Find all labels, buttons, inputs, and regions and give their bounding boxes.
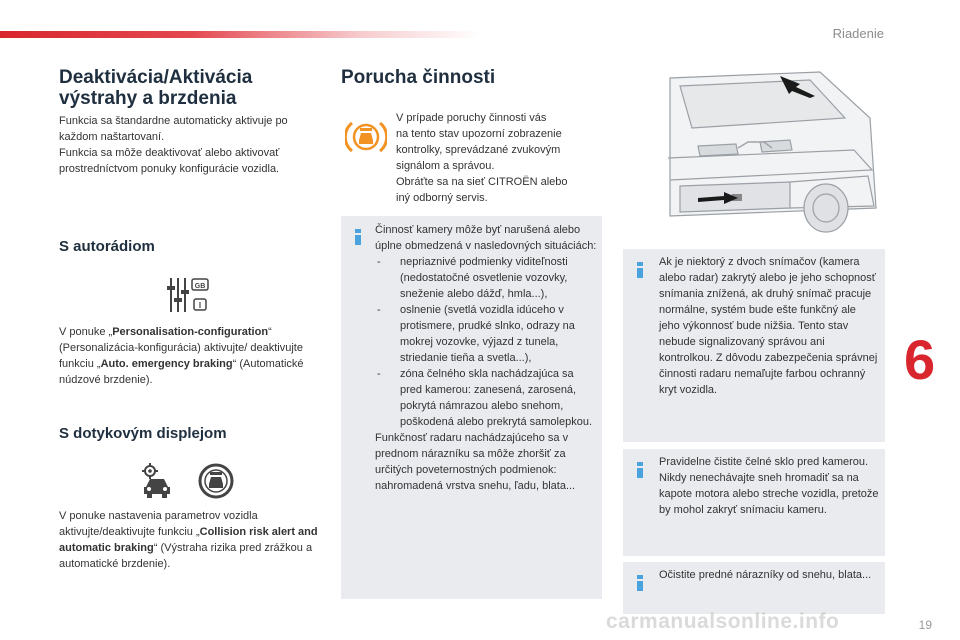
windscreen-cleaning-text: Pravidelne čistite čelné sklo pred kamerou. Nikdy nenechávajte sneh hromadiť sa na kapote motora alebo streche vozidla, pretože by mohol zakryť snímaciu kameru. [659, 456, 879, 516]
bumper-cleaning-text: Očistite predné nárazníky od snehu, blata... [659, 569, 872, 581]
chapter-number: 6 [904, 328, 936, 391]
lang-label-gb: GB [194, 283, 206, 290]
radio-instructions: V ponuke „Personalisation-configuration“ (Personalizácia-konfigurácia) aktivujte/ deaktivujte funkciu „Auto. emergency braking“ (Automatické núdzové brzdenie). [59, 326, 304, 386]
section-title-fault: Porucha činnosti [341, 67, 496, 88]
info-icon [636, 262, 644, 278]
camera-limitations-list [375, 254, 597, 430]
touchscreen-subtitle: S dotykovým displejom [59, 425, 227, 442]
windscreen-cleaning-box [623, 449, 885, 556]
camera-intro: Činnosť kamery môže byť narušená alebo úplne obmedzená v nasledovných situáciách: [375, 224, 597, 252]
section-label: Riadenie [832, 26, 884, 41]
camera-limitations-box [341, 216, 602, 599]
list-item: - oslnenie (svetlá vozidla idúceho v protismere, prudké slnko, odrazy na mokrej vozovke, výjazd z tunela, striedanie tieňa a svetla...), [377, 304, 575, 364]
list-item: - nepriaznivé podmienky viditeľnosti (nedostatočné osvetlenie vozovky, sneženie alebo dážď, hmla...), [377, 256, 568, 300]
intro-paragraph: Funkcia sa štandardne automaticky aktivuje po každom naštartovaní. Funkcia sa môže deaktivovať alebo aktivovať prostredníctvom ponuky konfigurácie vozidla. [59, 115, 288, 175]
page-number: 19 [918, 618, 932, 632]
radio-subtitle: S autorádiom [59, 238, 155, 255]
sensor-obstruction-box [623, 249, 885, 442]
info-icon [354, 229, 362, 245]
collision-alert-icon [196, 462, 236, 505]
info-icon [636, 462, 644, 478]
bumper-cleaning-box [623, 562, 885, 614]
top-accent-bar [0, 31, 480, 38]
section-title-deactivation: Deaktivácia/Aktivácia výstrahy a brzdenia [59, 67, 253, 109]
list-item: - zóna čelného skla nachádzajúca sa pred kamerou: zanesená, zarosená, pokrytá námrazou alebo snehom, poškodená alebo prekrytá samolepkou. [377, 368, 593, 428]
vehicle-settings-icon [138, 463, 176, 504]
warning-lamp-icon [345, 117, 387, 162]
info-icon [636, 575, 644, 591]
lang-label-i: I [198, 301, 202, 310]
fault-description: V prípade poruchy činnosti vás na tento stav upozorní zobrazenie kontrolky, sprevádzané zvukovým signálom a správou. Obráťte sa na sieť CITROËN alebo iný odborný servis. [396, 112, 568, 204]
radar-note: Funkčnosť radaru nachádzajúceho sa v prednom nárazníku sa môže zhoršiť za určitých poveternostných podmienok: nahromadená vrstva snehu, ľadu, blata... [375, 432, 576, 492]
vehicle-illustration [640, 58, 890, 243]
touchscreen-instructions: V ponuke nastavenia parametrov vozidla aktivujte/deaktivujte funkciu „Collision risk alert and automatic braking“ (Výstraha rizika pred zrážkou a automatické brzdenie). [59, 510, 318, 570]
watermark: carmanualsonline.info [606, 610, 840, 633]
sensor-obstruction-text: Ak je niektorý z dvoch snímačov (kamera alebo radar) zakrytý alebo je jeho schopnosť snímania znížená, ak druhý snímač pracuje normálne, systém bude ešte funkčný ale jeho výkonnosť bude nižšia. Tento stav nebude signalizovaný správou ani kontrolkou. Z dôvodu zabezpečenia správnej činnosti radaru nemaľujte farbou ochranný kryt vozidla. [659, 256, 878, 396]
settings-sliders-icon [166, 276, 212, 319]
